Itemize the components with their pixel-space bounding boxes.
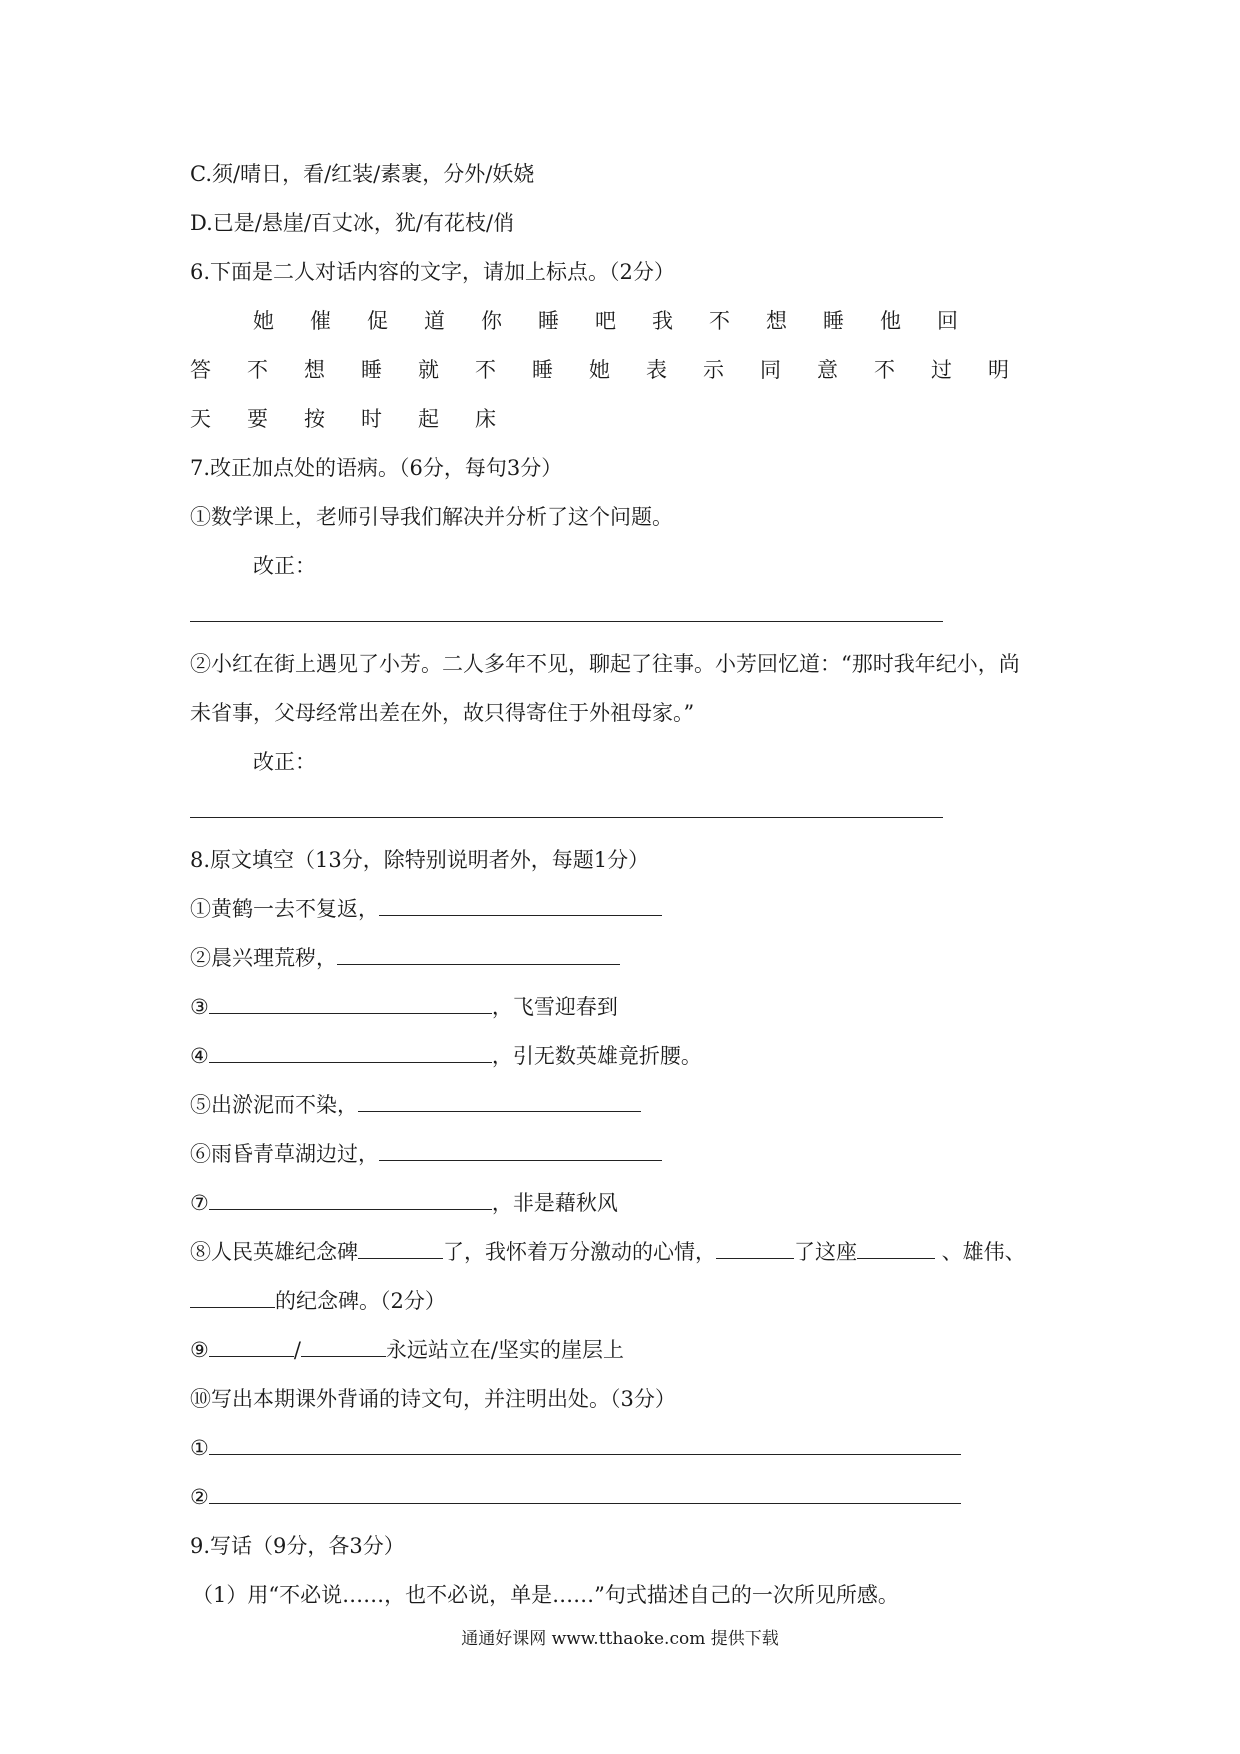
footer-source: 通通好课网 www.tthaoke.com 提供下载 (461, 1629, 779, 1649)
q8-item-3-blank[interactable] (209, 993, 492, 1014)
q8-item-6-blank[interactable] (379, 1140, 662, 1161)
q8-item-4-text: ，引无数英雄竟折腰。 (491, 1044, 702, 1068)
q8-item-9-slash: / (293, 1338, 301, 1362)
q6-char: 她 (253, 309, 274, 333)
q8-item-1-blank[interactable] (379, 895, 662, 916)
q8-item-9-blank-2[interactable] (301, 1336, 386, 1357)
q8-item-8-text-b: 了，我怀着万分激动的心情， (443, 1240, 716, 1264)
q8-item-10-answer-1 (190, 1434, 961, 1462)
q9-sentence-1: （1）用“不必说……，也不必说，单是……”句式描述自己的一次所见所感。 (192, 1583, 899, 1607)
q8-item-10-answer-1-blank[interactable] (209, 1434, 961, 1455)
q6-text-row-3 (190, 405, 532, 433)
q6-char: 要 (247, 407, 268, 431)
q8-item-10: ⑩写出本期课外背诵的诗文句，并注明出处。（3分） (190, 1387, 676, 1411)
q6-title: 6.下面是二人对话内容的文字，请加上标点。（2分） (190, 260, 675, 284)
q6-char: 睡 (532, 358, 553, 382)
q6-char: 明 (988, 358, 1009, 382)
q8-item-4 (190, 1042, 702, 1070)
q8-item-8-blank-1[interactable] (358, 1238, 443, 1259)
q8-item-2-blank[interactable] (337, 944, 620, 965)
q8-item-5-text: ⑤出淤泥而不染， (190, 1093, 358, 1117)
q6-char: 不 (247, 358, 268, 382)
q6-char: 他 (880, 309, 901, 333)
q8-item-10-answer-2 (190, 1483, 961, 1511)
q8-item-7-text: ，非是藉秋风 (491, 1191, 618, 1215)
q7-title: 7.改正加点处的语病。（6分，每句3分） (190, 456, 563, 480)
q8-item-1-text: ①黄鹤一去不复返， (190, 897, 379, 921)
q6-char: 促 (367, 309, 388, 333)
q8-item-3-text: ，飞雪迎春到 (491, 995, 618, 1019)
q6-char: 吧 (595, 309, 616, 333)
q6-char: 想 (766, 309, 787, 333)
q8-item-10-answer-1-number: ① (190, 1436, 209, 1460)
q8-item-8-blank-2[interactable] (716, 1238, 794, 1259)
q8-item-6-text: ⑥雨昏青草湖边过， (190, 1142, 379, 1166)
q7-fix-label-2: 改正： (253, 750, 316, 774)
q6-char: 道 (424, 309, 445, 333)
q6-char: 不 (475, 358, 496, 382)
q6-char: 起 (418, 407, 439, 431)
q8-item-9-text: 永远站立在/坚实的崖层上 (385, 1338, 624, 1362)
q8-item-4-blank[interactable] (209, 1042, 492, 1063)
q8-item-4-number: ④ (190, 1044, 209, 1068)
q8-item-7 (190, 1189, 618, 1217)
q8-item-3 (190, 993, 618, 1021)
q8-title: 8.原文填空（13分，除特别说明者外，每题1分） (190, 848, 650, 872)
q6-char: 同 (760, 358, 781, 382)
q6-char: 过 (931, 358, 952, 382)
q8-item-2 (190, 944, 620, 972)
q6-char: 我 (652, 309, 673, 333)
q8-item-8-text-c: 了这座 (794, 1240, 857, 1264)
q8-item-1 (190, 895, 662, 923)
q8-item-9 (190, 1336, 624, 1364)
q6-char: 意 (817, 358, 838, 382)
q6-text-row-2 (190, 356, 1045, 384)
q6-char: 回 (937, 309, 958, 333)
q7-sentence-1: ①数学课上，老师引导我们解决并分析了这个问题。 (190, 505, 673, 529)
q7-answer-line-2[interactable] (190, 817, 943, 818)
q8-item-8-text-e: 的纪念碑。（2分） (275, 1289, 446, 1313)
q8-item-8-text-a: ⑧人民英雄纪念碑 (190, 1240, 358, 1264)
q6-char: 就 (418, 358, 439, 382)
q6-char: 床 (475, 407, 496, 431)
q6-char: 催 (310, 309, 331, 333)
q8-item-6 (190, 1140, 662, 1168)
q8-item-5-blank[interactable] (358, 1091, 641, 1112)
q8-item-9-blank-1[interactable] (209, 1336, 294, 1357)
q8-item-10-answer-2-number: ② (190, 1485, 209, 1509)
q6-char: 睡 (361, 358, 382, 382)
q6-char: 天 (190, 407, 211, 431)
q8-item-9-number: ⑨ (190, 1338, 209, 1362)
q6-char: 你 (481, 309, 502, 333)
q8-item-8-blank-3[interactable] (857, 1238, 935, 1259)
q8-item-8-text-d: 、雄伟、 (935, 1240, 1026, 1264)
q7-sentence-2-line-1: ②小红在街上遇见了小芳。二人多年不见，聊起了往事。小芳回忆道：“那时我年纪小，尚 (190, 652, 1020, 676)
q8-item-8-line-2 (190, 1287, 446, 1315)
q8-item-7-number: ⑦ (190, 1191, 209, 1215)
q8-item-3-number: ③ (190, 995, 209, 1019)
q6-char: 示 (703, 358, 724, 382)
q6-char: 她 (589, 358, 610, 382)
q6-char: 时 (361, 407, 382, 431)
q8-item-10-answer-2-blank[interactable] (209, 1483, 961, 1504)
q7-sentence-2-line-2: 未省事，父母经常出差在外，故只得寄住于外祖母家。” (190, 701, 695, 725)
q5-option-c: C.须/晴日，看/红装/素裹，分外/妖娆 (190, 162, 535, 186)
q9-title: 9.写话（9分，各3分） (190, 1534, 405, 1558)
q7-answer-line-1[interactable] (190, 621, 943, 622)
q8-item-7-blank[interactable] (209, 1189, 492, 1210)
q8-item-8-line-1 (190, 1238, 1026, 1266)
q6-char: 表 (646, 358, 667, 382)
q8-item-2-text: ②晨兴理荒秽， (190, 946, 337, 970)
q6-char: 睡 (823, 309, 844, 333)
q5-option-d: D.已是/悬崖/百丈冰，犹/有花枝/俏 (190, 211, 515, 235)
q8-item-5 (190, 1091, 641, 1119)
q6-char: 答 (190, 358, 211, 382)
q6-text-row-1 (253, 307, 994, 335)
q6-char: 不 (874, 358, 895, 382)
q6-char: 想 (304, 358, 325, 382)
q6-char: 睡 (538, 309, 559, 333)
q8-item-8-blank-4[interactable] (190, 1287, 275, 1308)
q7-fix-label-1: 改正： (253, 554, 316, 578)
q6-char: 不 (709, 309, 730, 333)
q6-char: 按 (304, 407, 325, 431)
